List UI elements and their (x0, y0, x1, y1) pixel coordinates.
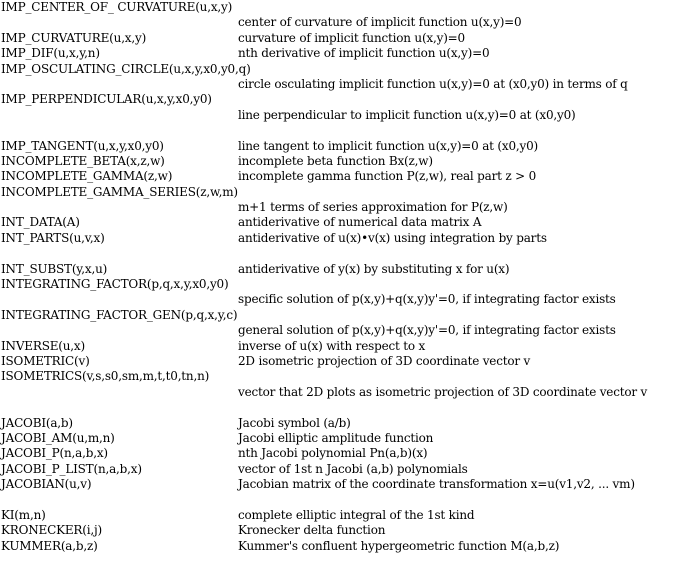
list-item (0, 446, 692, 461)
function-signature: KI(m,n) (1, 507, 46, 522)
list-item (0, 400, 692, 415)
list-item (0, 416, 692, 431)
list-item (0, 277, 692, 292)
list-item (0, 77, 692, 92)
function-signature: JACOBI_AM(u,m,n) (1, 430, 115, 445)
function-description: m+1 terms of series approximation for P(z,w) (238, 200, 508, 215)
function-signature: ISOMETRICS(v,s,s0,sm,m,t,t0,tn,n) (1, 369, 210, 384)
function-description: complete elliptic integral of the 1st kind (238, 507, 475, 522)
list-item (0, 215, 692, 230)
function-description: curvature of implicit function u(x,y)=0 (238, 30, 465, 45)
function-signature: JACOBI(a,b) (1, 415, 73, 430)
function-signature: INVERSE(u,x) (1, 338, 85, 353)
list-item (0, 92, 692, 107)
function-description: nth derivative of implicit function u(x,y)=0 (238, 46, 490, 61)
function-signature: IMP_CURVATURE(u,x,y) (1, 30, 147, 45)
function-signature: INTEGRATING_FACTOR(p,q,x,y,x0,y0) (1, 277, 229, 292)
list-item (0, 369, 692, 384)
function-signature: INCOMPLETE_GAMMA(z,w) (1, 169, 173, 184)
list-item (0, 231, 692, 246)
function-description: inverse of u(x) with respect to x (238, 338, 426, 353)
function-description: Jacobi symbol (a/b) (238, 415, 351, 430)
function-signature: IMP_OSCULATING_CIRCLE(u,x,y,x0,y0,q) (1, 61, 251, 76)
function-description: vector that 2D plots as isometric projection of 3D coordinate vector v (238, 384, 648, 399)
list-item (0, 462, 692, 477)
function-description: circle osculating implicit function u(x,y)=0 at (x0,y0) in terms of q (238, 76, 628, 91)
function-description: line perpendicular to implicit function u(x,y)=0 at (x0,y0) (238, 107, 576, 122)
function-signature: INCOMPLETE_GAMMA_SERIES(z,w,m) (1, 184, 238, 199)
function-description: antiderivative of y(x) by substituting x for u(x) (238, 261, 510, 276)
function-description: general solution of p(x,y)+q(x,y)y'=0, if integrating factor exists (238, 323, 616, 338)
list-item (0, 123, 692, 138)
function-description: Kronecker delta function (238, 523, 386, 538)
list-item (0, 354, 692, 369)
function-description: incomplete beta function Bx(z,w) (238, 153, 433, 168)
function-signature: IMP_CENTER_OF_ CURVATURE(u,x,y) (1, 0, 233, 14)
list-item (0, 46, 692, 61)
function-description: Jacobian matrix of the coordinate transformation x=u(v1,v2, ... vm) (238, 477, 635, 492)
list-item (0, 185, 692, 200)
list-item (0, 0, 692, 15)
function-signature: INT_SUBST(y,x,u) (1, 261, 108, 276)
list-item (0, 523, 692, 538)
function-signature: JACOBI_P_LIST(n,a,b,x) (1, 461, 142, 476)
function-description: Jacobi elliptic amplitude function (238, 430, 434, 445)
list-item (0, 292, 692, 307)
function-signature: IMP_PERPENDICULAR(u,x,y,x0,y0) (1, 92, 212, 107)
list-item (0, 339, 692, 354)
function-signature: IMP_DIF(u,x,y,n) (1, 46, 100, 61)
list-item (0, 200, 692, 215)
function-signature: KRONECKER(i,j) (1, 523, 102, 538)
list-item (0, 539, 692, 554)
function-description: Kummer's confluent hypergeometric function M(a,b,z) (238, 538, 560, 553)
function-description: line tangent to implicit function u(x,y)=0 at (x0,y0) (238, 138, 538, 153)
function-signature: JACOBIAN(u,v) (1, 477, 92, 492)
list-item (0, 108, 692, 123)
function-signature: ISOMETRIC(v) (1, 353, 90, 368)
list-item (0, 31, 692, 46)
function-description: nth Jacobi polynomial Pn(a,b)(x) (238, 446, 428, 461)
list-item (0, 15, 692, 30)
function-description: antiderivative of numerical data matrix A (238, 215, 482, 230)
function-signature: IMP_TANGENT(u,x,y,x0,y0) (1, 138, 164, 153)
list-item (0, 508, 692, 523)
list-item (0, 262, 692, 277)
function-signature: INT_PARTS(u,v,x) (1, 230, 105, 245)
list-item (0, 169, 692, 184)
list-item (0, 154, 692, 169)
list-item (0, 385, 692, 400)
list-item (0, 323, 692, 338)
function-description: incomplete gamma function P(z,w), real part z > 0 (238, 169, 537, 184)
function-description: antiderivative of u(x)•v(x) using integration by parts (238, 230, 547, 245)
list-item (0, 62, 692, 77)
function-signature: INTEGRATING_FACTOR_GEN(p,q,x,y,c) (1, 307, 238, 322)
list-item (0, 246, 692, 261)
function-signature: INCOMPLETE_BETA(x,z,w) (1, 153, 165, 168)
list-item (0, 139, 692, 154)
list-item (0, 308, 692, 323)
function-description: center of curvature of implicit function u(x,y)=0 (238, 15, 522, 30)
list-item (0, 431, 692, 446)
function-signature: KUMMER(a,b,z) (1, 538, 98, 553)
function-description: 2D isometric projection of 3D coordinate vector v (238, 353, 531, 368)
function-signature: JACOBI_P(n,a,b,x) (1, 446, 108, 461)
list-item (0, 477, 692, 492)
function-description: vector of 1st n Jacobi (a,b) polynomials (238, 461, 468, 476)
list-item (0, 493, 692, 508)
function-signature: INT_DATA(A) (1, 215, 80, 230)
function-description: specific solution of p(x,y)+q(x,y)y'=0, if integrating factor exists (238, 292, 616, 307)
